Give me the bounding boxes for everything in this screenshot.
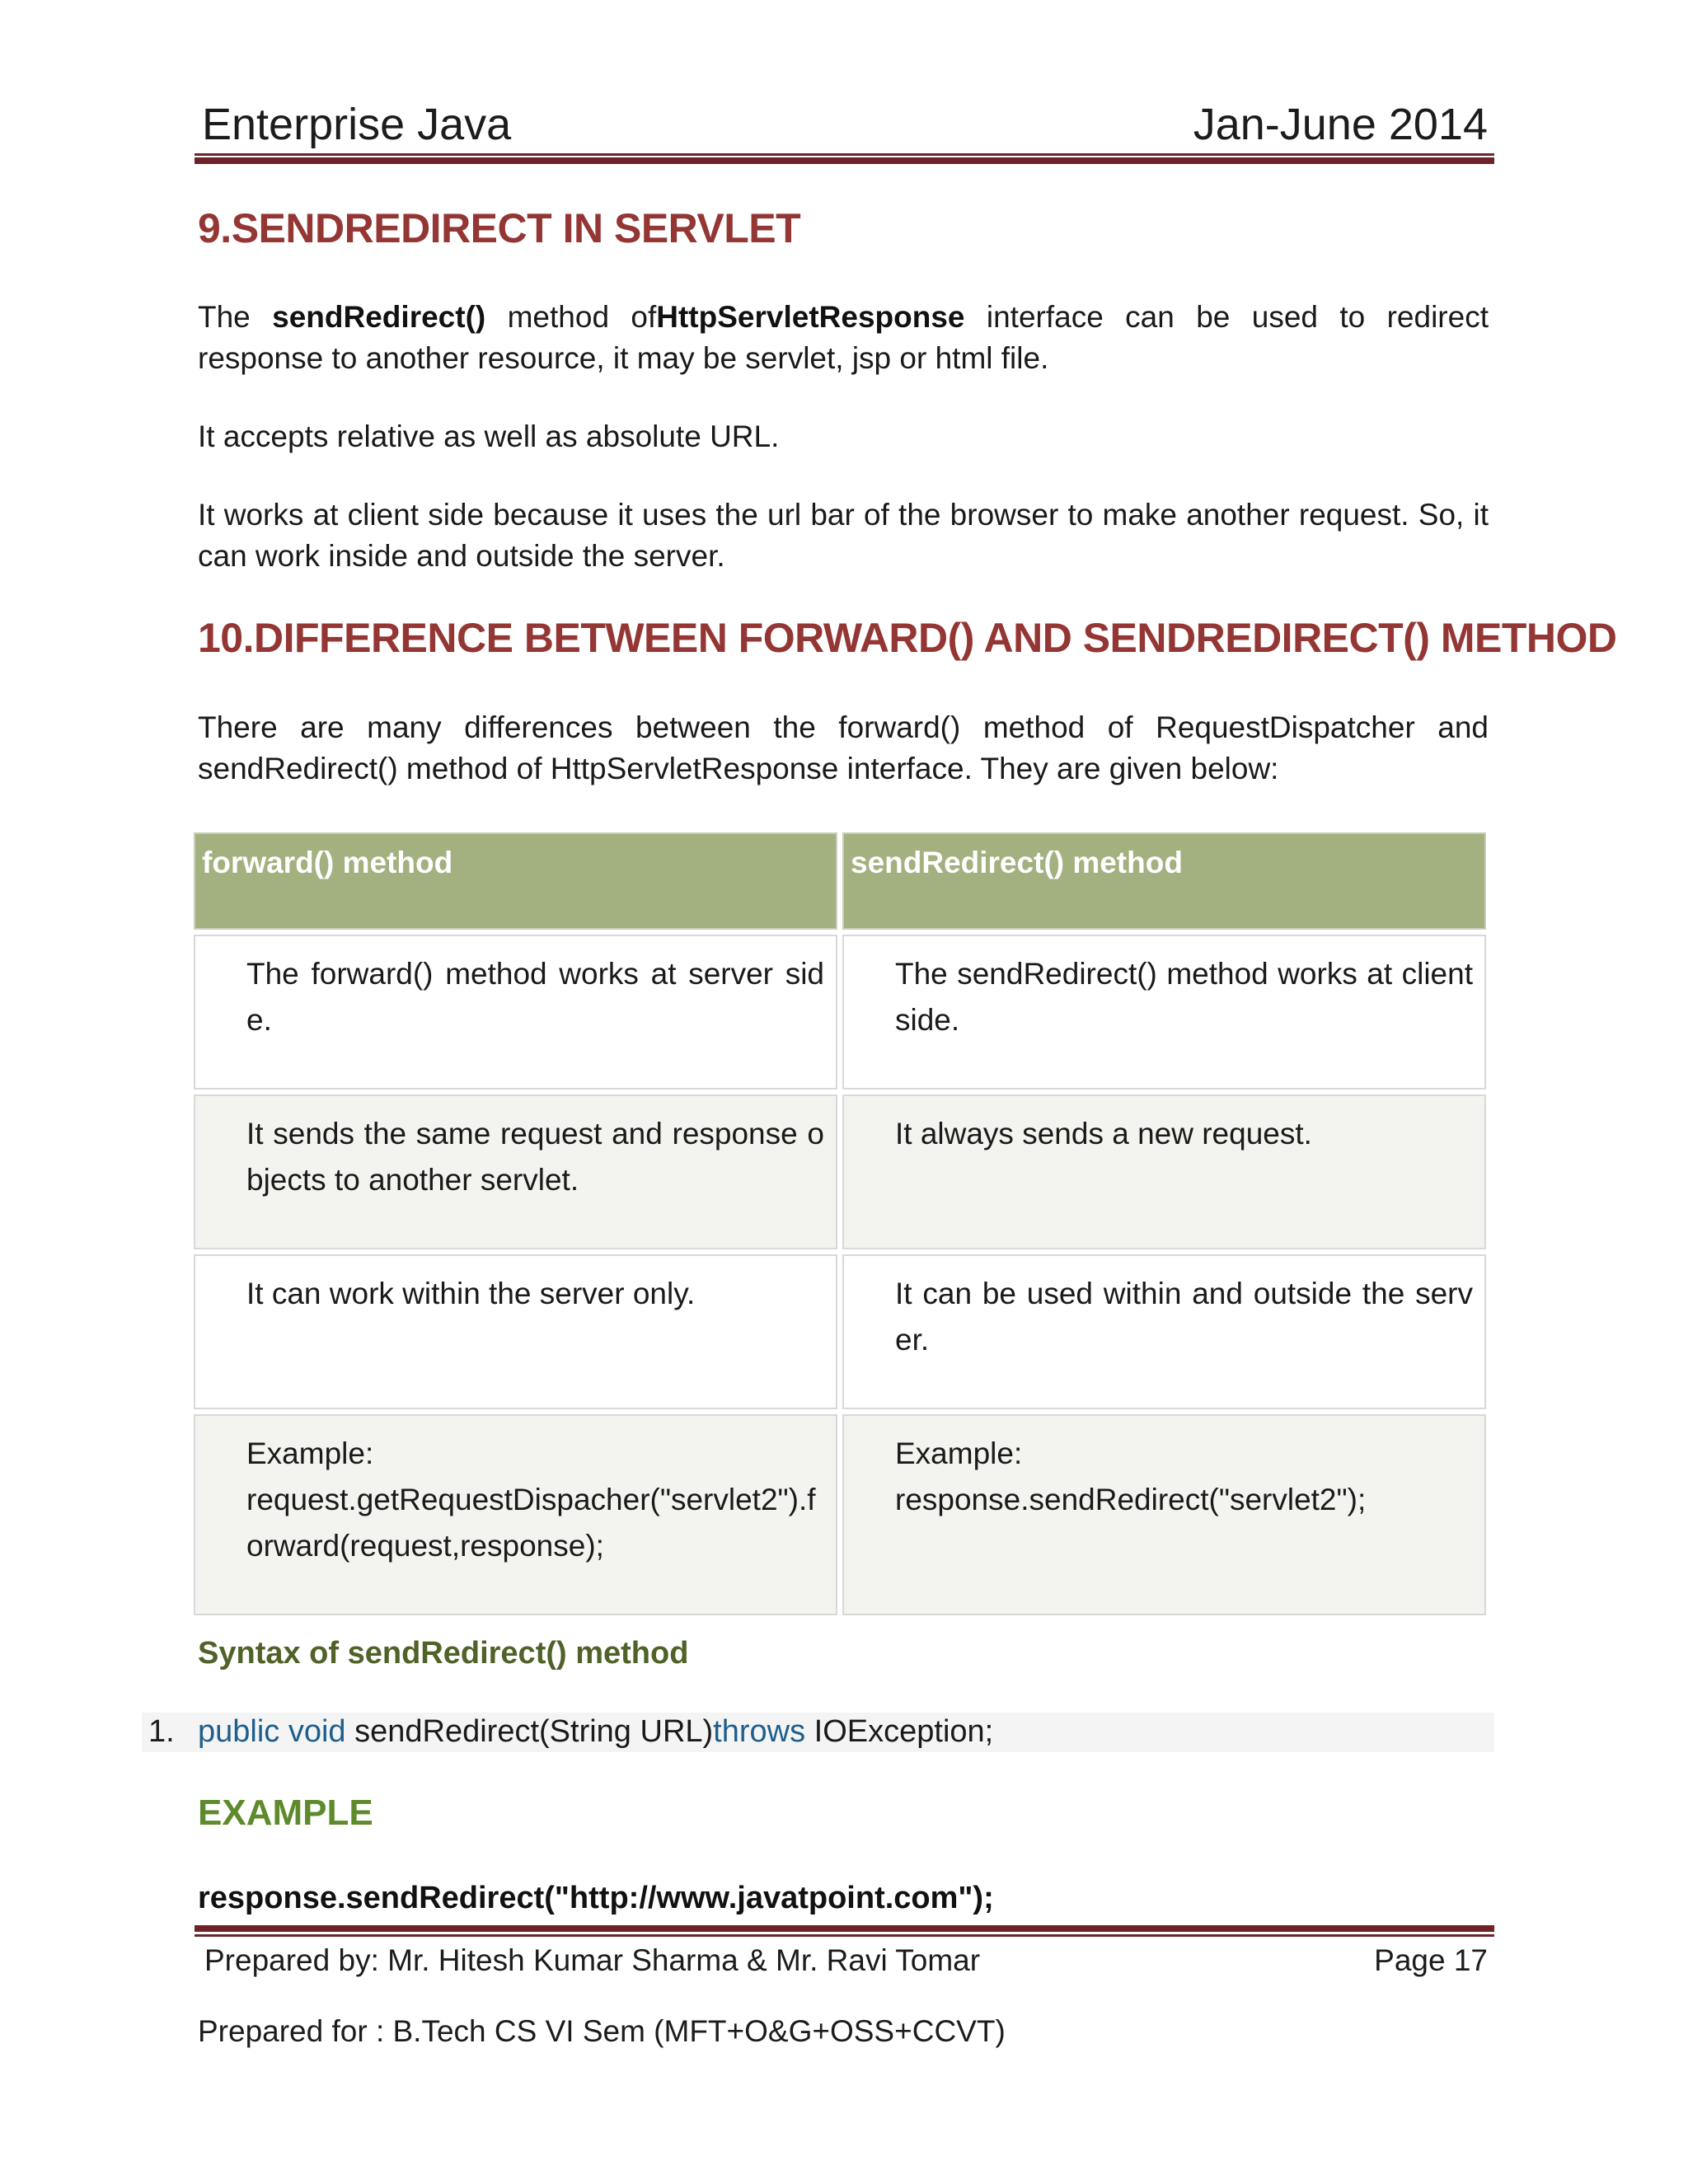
table-cell: It always sends a new request. xyxy=(842,1094,1486,1249)
footer-prepared-for: Prepared for : B.Tech CS VI Sem (MFT+O&G+OSS+CCVT) xyxy=(198,2014,1006,2048)
header-rule-thick xyxy=(195,157,1494,164)
table-cell: The sendRedirect() method works at client side. xyxy=(842,935,1486,1090)
paragraph-client-side: It works at client side because it uses the url bar of the browser to make another request. So, it can work inside and outside the server. xyxy=(198,498,1489,573)
paragraph-difference-intro: There are many differences between the forward() method of RequestDispatcher and sendRedirect() method of HttpServletResponse interface. They are given below: xyxy=(198,710,1489,785)
footer-prepared-by: Prepared by: Mr. Hitesh Kumar Sharma & Mr. Ravi Tomar xyxy=(204,1943,981,1977)
column-header-forward: forward() method xyxy=(194,832,837,930)
table-cell: The forward() method works at server side. xyxy=(194,935,837,1090)
example-code-line: response.sendRedirect("http://www.javatpoint.com"); xyxy=(198,1881,994,1915)
document-title: Enterprise Java xyxy=(202,100,512,149)
document-date: Jan-June 2014 xyxy=(1193,100,1488,149)
footer-rule-thick xyxy=(195,1925,1494,1932)
example-code: request.getRequestDispacher("servlet2").forward(request,response); xyxy=(246,1483,816,1563)
table-row xyxy=(194,935,1486,1090)
section-heading-difference: 10.DIFFERENCE BETWEEN FORWARD() AND SENDREDIRECT() METHOD xyxy=(198,615,1617,661)
section-heading-sendredirect: 9.SENDREDIRECT IN SERVLET xyxy=(198,205,801,251)
table-cell: It can be used within and outside the server. xyxy=(842,1254,1486,1409)
footer-page-number: Page 17 xyxy=(1374,1943,1488,1977)
table-cell xyxy=(194,1414,837,1615)
syntax-code-line: public void sendRedirect(String URL)throws IOException; xyxy=(198,1714,994,1749)
code-line-number: 1. xyxy=(148,1714,175,1749)
table-cell xyxy=(842,1414,1486,1615)
header-rule-thin xyxy=(195,153,1494,156)
example-code: response.sendRedirect("servlet2"); xyxy=(895,1483,1367,1516)
table-row xyxy=(194,1254,1486,1409)
syntax-heading: Syntax of sendRedirect() method xyxy=(198,1636,689,1671)
table-row xyxy=(194,1414,1486,1615)
table-cell: It can work within the server only. xyxy=(194,1254,837,1409)
example-heading: EXAMPLE xyxy=(198,1793,373,1833)
footer-rule-thin xyxy=(195,1934,1494,1937)
table-row xyxy=(194,1094,1486,1249)
paragraph-relative-absolute: It accepts relative as well as absolute URL. xyxy=(198,419,780,453)
paragraph-sendredirect-intro: The sendRedirect() method ofHttpServletResponse interface can be used to redirect response to another resource, it may be servlet, jsp or html file. xyxy=(198,300,1489,375)
comparison-table xyxy=(189,827,1491,1620)
table-cell: It sends the same request and response objects to another servlet. xyxy=(194,1094,837,1249)
example-label: Example: xyxy=(895,1436,1023,1470)
column-header-sendredirect: sendRedirect() method xyxy=(842,832,1486,930)
table-header-row xyxy=(194,832,1486,930)
example-label: Example: xyxy=(246,1436,374,1470)
